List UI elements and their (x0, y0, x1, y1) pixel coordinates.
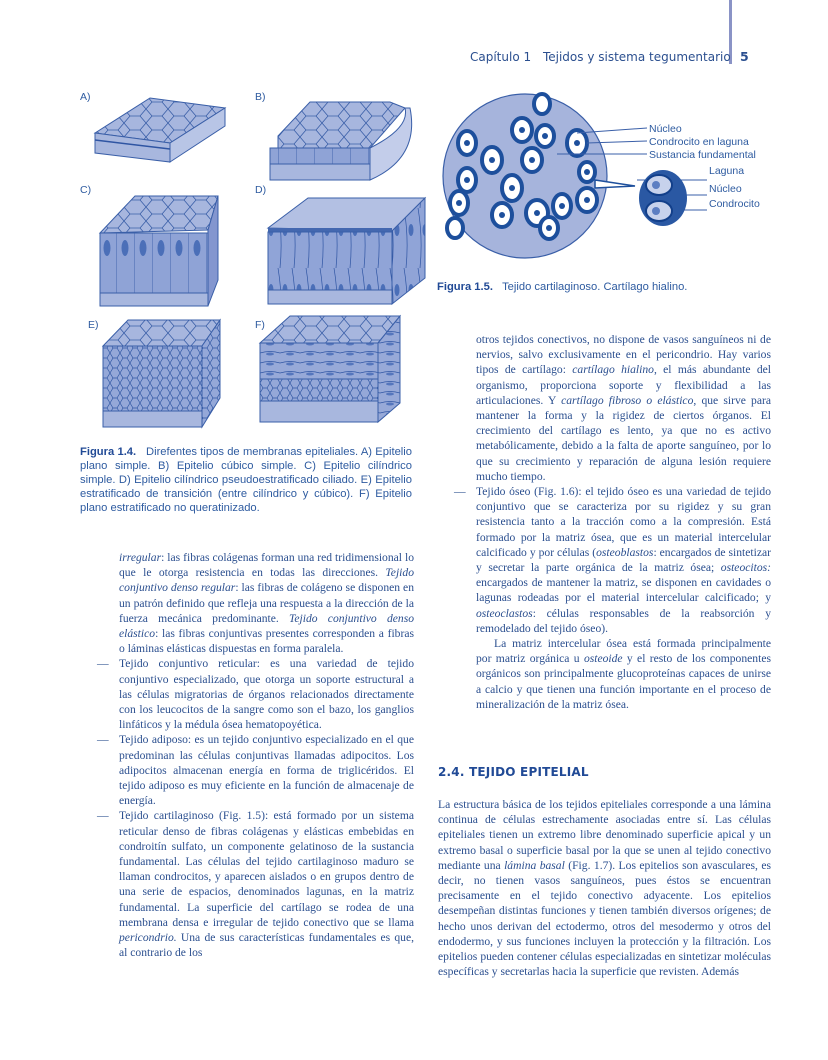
text: encargados de mantener la matriz, se disponen en cavidades o lagunas rodeadas por el material intercelular calcificado; y (476, 576, 771, 605)
text: La estructura básica de los tejidos epiteliales corresponde a una lámina continua de células estrechamente asociadas entre sí. Las células epiteliales tienen un extremo libre denominado superficie apical y un extremo basal o superficie basal por la que se unen al tejido conectivo mediante una (438, 798, 771, 872)
term-cartilago-fibroso: cartílago fibroso o elástico (561, 393, 694, 407)
text: (Fig. 1.7). Los epitelios son avasculares, es decir, no tienen vasos sanguíneos, pues éstos se encuentran precisamente en el tejido conectivo adyacente. Los epitelios desempeñan distintas funciones y tienen también diversos orígenes; de hecho unos derivan del ectodermo, otros del mesodermo y otros del endodermo, y sus funciones incluyen la protección y la filtración. Los epitelios pueden contener células especializadas en sintetizar moléculas específicas y secretarlas hacia la superficie que revisten. Además (438, 858, 771, 979)
panel-label-b: B) (255, 91, 266, 103)
text: : las fibras colágenas forman una red tridimensional lo que le otorga resistencia en todas las direcciones. (119, 551, 414, 580)
callout-condrocito: Condrocito (709, 198, 760, 210)
right-column-lower (438, 797, 771, 979)
bullet-oseo (454, 484, 771, 636)
term-lamina-basal: lámina basal (504, 858, 565, 872)
figure-1-4 (80, 88, 430, 438)
chapter-title: Tejidos y sistema tegumentario (542, 50, 731, 64)
panel-a-simple-squamous (80, 91, 225, 162)
bullet-text: Tejido conjuntivo reticular: es una variedad de tejido conjuntivo especializado, que otorga un soporte estructural a las células migratorias de órganos relacionados directamente con los leucocitos de la sangre como son el bazo, los ganglios linfáticos y la médula ósea hematopoyética. (119, 657, 414, 732)
panel-label-a: A) (80, 91, 91, 103)
section-title-tejido-epitelial: 2.4. TEJIDO EPITELIAL (438, 765, 589, 779)
panel-d-pseudostratified-ciliated (255, 184, 425, 304)
text: La matriz intercelular ósea está formada principalmente por matriz orgánica u (476, 637, 771, 666)
bullet-cartilaginoso (97, 808, 414, 960)
dash-icon: — (97, 657, 109, 671)
panel-label-f: F) (255, 319, 265, 331)
figure-1-5-caption-label: Figura 1.5. (437, 281, 493, 293)
cartilage-continuation (476, 332, 771, 484)
callout-nucleo: Núcleo (649, 123, 682, 135)
panel-label-d: D) (255, 184, 267, 196)
text: Tejido óseo (Fig. 1.6): el tejido óseo es una variedad de tejido conjuntivo que se caracteriza por su rigidez y su gran resistencia tanto a la tracción como a la compresión. Está formado por la matriz ósea, que es un material intercelular calcificado y por células ( (476, 485, 771, 559)
term-pericondrio: pericondrio. (119, 931, 177, 945)
term-osteoide: osteoide (583, 652, 623, 666)
callout-sustancia-fundamental: Sustancia fundamental (649, 149, 756, 161)
figure-1-5 (437, 88, 777, 268)
dense-connective-paragraph (119, 550, 414, 656)
text: : las fibras conjuntivas presentes corresponden a fibras o láminas elásticas dispuestas en forma paralela. (119, 627, 414, 656)
page-number: 5 (740, 49, 749, 64)
figure-1-5-caption (437, 280, 777, 294)
text: : las fibras de colágeno se disponen en un patrón definido que refleja una respuesta a la dirección de la fuerza mecánica predominante. (119, 581, 414, 625)
chondrocyte-detail (639, 170, 687, 226)
left-column (97, 550, 414, 960)
term-osteoclastos: osteoclastos (476, 606, 533, 620)
bullet-text: Una de sus características fundamentales es que, al contrario de los (119, 931, 414, 960)
bone-matrix-paragraph (476, 636, 771, 712)
term-irregular: irregular (119, 551, 162, 564)
term-cartilago-hialino: cartílago hialino (572, 363, 654, 377)
dash-icon: — (454, 485, 466, 499)
panel-e-transitional (88, 319, 220, 427)
figure-1-4-caption-text: Direfentes tipos de membranas epiteliales. A) Epitelio plano simple. B) Epitelio cúbico simple. C) Epitelio cilíndrico simple. D) Epitelio cilíndrico pseudoestratificado ciliado. E) Epitelio estratificado de transición (entre cilíndrico y cúbico). F) Epitelio plano estratificado no queratinizado. (80, 446, 412, 514)
callout-condrocito-en-laguna: Condrocito en laguna (649, 136, 749, 148)
figure-1-4-caption-label: Figura 1.4. (80, 446, 137, 458)
bullet-text: Tejido adiposo: es un tejido conjuntivo especializado en el que predominan las células conjuntivas llamadas adipocitos. Los adipocitos almacenan energía en forma de triglicéridos. El tejido adiposo es muy eficiente en la función de almacenaje de energía. (119, 733, 414, 808)
panel-b-simple-cuboidal (255, 91, 412, 180)
text: : encargados de sintetizar y secretar la parte orgánica de la matriz ósea; (476, 545, 771, 575)
text: , que sirve para mantener la forma y la rigidez de ciertos órganos. El crecimiento del cartílago es lento, ya que no es activo metabólicamente, debido a la falta de aporte sanguíneo, por lo que su crecimiento y reparación de alguna lesión requiere mucho tiempo. (476, 393, 771, 483)
magnify-arrow-icon (595, 180, 635, 188)
callout-detail-nucleo: Núcleo (709, 183, 742, 195)
chapter-label: Capítulo 1 (470, 50, 532, 64)
bullet-text: Tejido cartilaginoso (Fig. 1.5): está formado por un sistema reticular denso de fibras colágenas y elásticas embebidas en condroitín sulfato, un componente gelatinoso de la sustancia fundamental. Las células del tejido cartilaginoso maduro se llaman condrocitos, y aparecen aislados o en grupos dentro de una serie de espacios, denominados lagunas, en la matriz fundamental. La superficie del cartílago se rodea de una membrana densa e irregular de tejido conectivo que se llama (119, 809, 414, 929)
term-denso-elastico: Tejido conjuntivo denso elástico (119, 611, 414, 641)
panel-f-stratified-squamous (255, 316, 400, 422)
cartilage-diagram (437, 88, 777, 268)
epithelial-paragraph (438, 797, 771, 979)
panel-label-e: E) (88, 319, 99, 331)
dash-icon: — (97, 733, 109, 747)
callout-laguna: Laguna (709, 165, 745, 177)
term-osteoblastos: osteoblastos (596, 545, 654, 559)
text: y el resto de los componentes orgánicos son principalmente glucoproteínas capaces de unirse a calcio y que tienen una función importante en el proceso de mineralización de la matriz ósea. (476, 652, 771, 711)
right-column-upper (454, 332, 771, 712)
text: otros tejidos conectivos, no dispone de vasos sanguíneos ni de nervios, salvo exclusivamente en el pericondrio. Hay varios tipos de cartílago: (476, 333, 771, 377)
bullet-adiposo (97, 732, 414, 808)
text: , el más abundante del organismo, proporciona soporte y flexibilidad a las articulaciones. Y (476, 363, 771, 407)
epithelium-diagrams (80, 88, 430, 438)
panel-c-simple-columnar (80, 184, 218, 306)
panel-label-c: C) (80, 184, 92, 196)
term-denso-regular: Tejido conjuntivo denso regular (119, 566, 414, 595)
dash-icon: — (97, 809, 109, 823)
text: : células responsables de la reabsorción y remodelado del tejido óseo). (476, 606, 771, 635)
figure-1-4-caption (80, 445, 412, 515)
term-osteocitos: osteocitos: (720, 561, 771, 575)
running-head (470, 50, 731, 64)
bullet-reticular (97, 656, 414, 732)
figure-1-5-caption-text: Tejido cartilaginoso. Cartílago hialino. (502, 281, 688, 293)
